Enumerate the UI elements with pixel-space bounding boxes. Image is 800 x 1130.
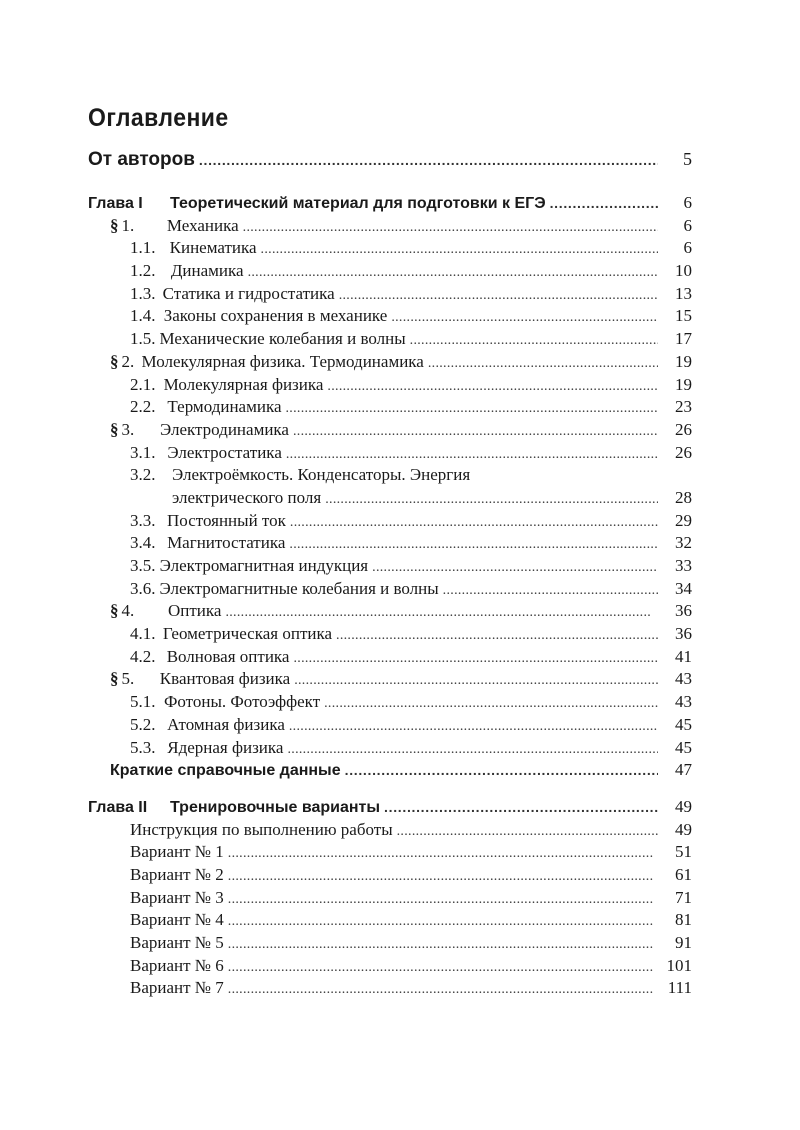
page-number: 91 xyxy=(675,933,692,952)
dot-leader xyxy=(293,421,658,444)
entry-title: Электроёмкость. Конденсаторы. Энергия xyxy=(172,465,471,485)
section-number: § 1. xyxy=(110,215,135,235)
section-symbol: § xyxy=(110,215,119,235)
section-symbol: § xyxy=(110,351,119,371)
page-number: 32 xyxy=(675,533,692,553)
dot-leader xyxy=(228,843,658,866)
toc-entry-chapter-2[interactable] xyxy=(88,796,692,819)
page-number: 29 xyxy=(675,510,692,530)
toc-entry-variant-4[interactable] xyxy=(88,909,692,932)
dot-leader xyxy=(339,285,658,308)
toc-entry-1-2[interactable] xyxy=(88,260,692,283)
chapter-label: Глава I xyxy=(88,195,143,212)
dot-leader xyxy=(294,670,658,693)
subsection-number: 3.2. xyxy=(130,465,156,485)
page-number: 71 xyxy=(675,887,692,907)
entry-title: Вариант № 4 xyxy=(130,910,224,930)
subsection-number: 2.1. xyxy=(130,374,156,394)
toc-entry-section-1[interactable] xyxy=(88,215,692,238)
entry-title: Молекулярная физика. Термодинамика xyxy=(141,351,424,371)
toc-entry-section-2[interactable] xyxy=(88,351,692,374)
toc-entry-1-4[interactable] xyxy=(88,305,692,328)
page-number: 111 xyxy=(667,978,692,998)
subsection-number: 5.3. xyxy=(130,737,156,757)
subsection-number: 5.1. xyxy=(130,692,156,712)
dot-leader xyxy=(225,602,658,625)
page-number: 43 xyxy=(675,692,692,712)
dot-leader xyxy=(228,934,658,957)
entry-title: Атомная физика xyxy=(167,714,285,734)
toc-entry-authors[interactable] xyxy=(88,146,692,172)
page-number: 36 xyxy=(675,624,692,644)
dot-leader xyxy=(289,716,658,739)
toc-entry-3-5[interactable] xyxy=(88,555,692,578)
dot-leader xyxy=(324,693,658,716)
dot-leader xyxy=(286,444,658,467)
toc-entry-instructions[interactable] xyxy=(88,819,692,842)
entry-title: Электростатика xyxy=(167,442,282,462)
page-number: 33 xyxy=(675,556,692,575)
toc-entry-chapter-1[interactable] xyxy=(88,192,692,215)
entry-title: Волновая оптика xyxy=(166,646,290,666)
section-number: § 4. xyxy=(110,601,135,621)
page-number: 6 xyxy=(683,238,692,258)
dot-leader xyxy=(443,580,658,603)
section-number: § 3. xyxy=(110,419,135,439)
entry-title: Молекулярная физика xyxy=(163,374,324,394)
toc-entry-1-1[interactable] xyxy=(88,237,692,260)
page-number: 49 xyxy=(675,796,692,816)
page-number: 34 xyxy=(675,578,692,598)
table-of-contents xyxy=(88,102,692,1000)
entry-title: Магнитостатика xyxy=(167,533,286,553)
toc-entry-1-5[interactable] xyxy=(88,328,692,351)
entry-title: Вариант № 3 xyxy=(130,887,224,907)
page-number: 49 xyxy=(675,819,692,839)
entry-title xyxy=(88,797,380,820)
page-number: 5 xyxy=(683,149,692,169)
dot-leader xyxy=(248,262,658,285)
subsection-number: 1.5. xyxy=(130,329,156,349)
dot-leader xyxy=(228,866,658,889)
dot-leader xyxy=(372,557,658,580)
section-symbol: § xyxy=(110,601,119,621)
toc-entry-5-1[interactable] xyxy=(88,691,692,714)
dot-leader xyxy=(336,625,658,648)
subsection-number: 1.4. xyxy=(130,306,156,326)
entry-title: Электромагнитная индукция xyxy=(159,556,369,575)
page-number: 26 xyxy=(675,419,692,439)
page-number: 6 xyxy=(683,193,692,212)
subsection-number: 1.3. xyxy=(130,283,156,303)
page-number: 61 xyxy=(675,864,692,884)
subsection-number: 3.6. xyxy=(130,578,156,598)
subsection-number: 3.1. xyxy=(130,442,156,462)
entry-title: Электродинамика xyxy=(159,419,289,439)
toc-entry-2-2[interactable] xyxy=(88,396,692,419)
dot-leader xyxy=(199,147,658,173)
dot-leader xyxy=(325,489,658,512)
toc-entry-variant-3[interactable] xyxy=(88,887,692,910)
dot-leader xyxy=(228,889,658,912)
toc-entry-section-4[interactable] xyxy=(88,600,692,623)
toc-entry-3-4[interactable] xyxy=(88,532,692,555)
entry-title: Вариант № 2 xyxy=(130,864,224,884)
dot-leader xyxy=(327,376,658,399)
dot-leader xyxy=(428,353,658,376)
page-number: 17 xyxy=(675,329,692,349)
toc-entry-variant-5[interactable] xyxy=(88,932,692,955)
dot-leader xyxy=(286,398,659,421)
page-number: 47 xyxy=(675,760,692,780)
dot-leader xyxy=(289,534,658,557)
toc-entry-3-6[interactable] xyxy=(88,578,692,601)
dot-leader xyxy=(290,512,658,535)
subsection-number: 1.2. xyxy=(130,261,156,281)
page-number: 51 xyxy=(675,842,692,862)
entry-title: Фотоны. Фотоэффект xyxy=(163,692,321,712)
section-symbol: § xyxy=(110,419,119,439)
toc-entry-5-3[interactable] xyxy=(88,737,692,760)
page-number: 81 xyxy=(675,910,692,930)
entry-title: Вариант № 1 xyxy=(130,842,224,862)
toc-entry-variant-6[interactable] xyxy=(88,955,692,978)
page-number: 10 xyxy=(675,261,692,281)
toc-entry-variant-2[interactable] xyxy=(88,864,692,887)
entry-title: Динамика xyxy=(170,261,244,281)
section-number: § 2. xyxy=(110,351,135,371)
page-number: 23 xyxy=(675,397,692,417)
toc-entry-2-1[interactable] xyxy=(88,374,692,397)
page-number: 101 xyxy=(666,955,692,975)
entry-title: Вариант № 6 xyxy=(130,955,224,975)
page-number: 45 xyxy=(675,737,692,757)
entry-title: Вариант № 5 xyxy=(130,933,224,952)
page-number: 28 xyxy=(675,487,692,507)
dot-leader xyxy=(550,192,658,215)
toc-entry-variant-1[interactable] xyxy=(88,841,692,864)
toc-entry-3-1[interactable] xyxy=(88,442,692,465)
page-number: 26 xyxy=(675,442,692,462)
toc-entry-3-2[interactable] xyxy=(88,464,692,487)
section-number: § 5. xyxy=(110,669,135,689)
dot-leader xyxy=(391,307,658,330)
subsection-number: 4.2. xyxy=(130,646,156,666)
entry-title: Оптика xyxy=(168,601,222,621)
subsection-number: 2.2. xyxy=(130,397,156,417)
page-number: 36 xyxy=(675,601,692,621)
subsection-number: 1.1. xyxy=(130,238,156,258)
section-symbol: § xyxy=(110,669,119,689)
toc-entry-section-3[interactable] xyxy=(88,419,692,442)
entry-title: Краткие справочные данные xyxy=(110,762,341,780)
toc-entry-1-3[interactable] xyxy=(88,283,692,306)
dot-leader xyxy=(410,330,658,353)
page-number: 19 xyxy=(675,351,692,371)
entry-title: Механические колебания и волны xyxy=(159,329,406,349)
dot-leader xyxy=(397,821,658,844)
subsection-number: 3.5. xyxy=(130,556,156,575)
subsection-number: 4.1. xyxy=(130,624,156,644)
entry-title: От авторов xyxy=(88,149,195,170)
chapter-title: Теоретический материал для подготовки к ЕГЭ xyxy=(170,195,546,212)
toc-entry-section-5[interactable] xyxy=(88,668,692,691)
dot-leader xyxy=(345,759,658,782)
subsection-number: 3.3. xyxy=(130,510,156,530)
entry-title: Статика и гидростатика xyxy=(162,283,335,303)
entry-title: Вариант № 7 xyxy=(130,978,224,998)
entry-title: Кинематика xyxy=(169,238,257,258)
entry-title: Ядерная физика xyxy=(167,737,284,757)
dot-leader xyxy=(228,979,658,1002)
toc-entry-variant-7[interactable] xyxy=(88,977,692,1000)
subsection-number: 5.2. xyxy=(130,714,156,734)
page-number: 45 xyxy=(675,714,692,734)
dot-leader xyxy=(384,796,658,819)
dot-leader xyxy=(261,239,658,262)
entry-title: Инструкция по выполнению работы xyxy=(130,819,393,839)
toc-entry-3-3[interactable] xyxy=(88,510,692,533)
page-number: 41 xyxy=(675,646,692,666)
entry-title: Термодинамика xyxy=(167,397,282,417)
page-number: 43 xyxy=(675,669,692,689)
subsection-number: 3.4. xyxy=(130,533,156,553)
toc-entry-3-2-continued[interactable] xyxy=(88,487,692,510)
chapter-label: Глава II xyxy=(88,798,148,816)
page-number: 19 xyxy=(675,374,692,394)
entry-title: Геометрическая оптика xyxy=(162,624,333,644)
toc-entry-5-2[interactable] xyxy=(88,714,692,737)
entry-title: Постоянный ток xyxy=(167,510,286,530)
toc-entry-4-2[interactable] xyxy=(88,646,692,669)
toc-entry-reference-data[interactable] xyxy=(88,759,692,782)
toc-entry-4-1[interactable] xyxy=(88,623,692,646)
chapter-title: Тренировочные варианты xyxy=(170,798,381,816)
dot-leader xyxy=(228,911,658,934)
entry-title: Квантовая физика xyxy=(159,669,291,689)
page-title: Оглавление xyxy=(88,104,229,132)
page-number: 6 xyxy=(683,215,692,235)
dot-leader xyxy=(293,648,658,671)
entry-title-continuation: электрического поля xyxy=(172,487,322,507)
entry-title xyxy=(88,193,546,216)
dot-leader xyxy=(243,217,658,240)
dot-leader xyxy=(287,739,658,762)
dot-leader xyxy=(228,957,658,980)
entry-title: Законы сохранения в механике xyxy=(159,306,388,326)
page-number: 15 xyxy=(675,306,692,326)
page-number: 13 xyxy=(675,283,692,303)
entry-title: Механика xyxy=(166,215,239,235)
entry-title: Электромагнитные колебания и волны xyxy=(159,578,439,598)
